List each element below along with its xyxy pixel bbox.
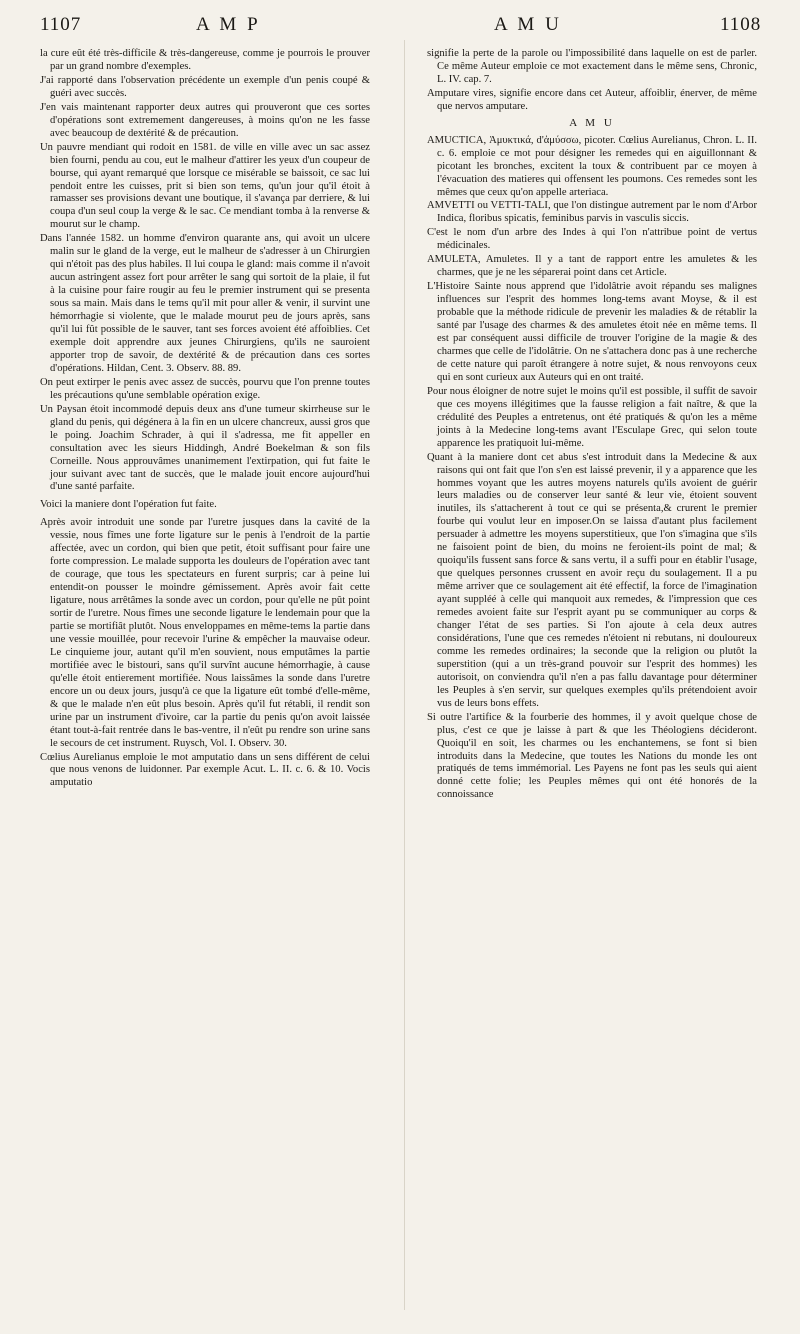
paragraph: C'est le nom d'un arbre des Indes à qui l'on n'attribue point de vertus médicinales. — [427, 227, 757, 252]
paragraph: Un Paysan étoit incommodé depuis deux ans d'une tumeur skirrheuse sur le gland du penis, qui dégénera à la fin en un ulcere chancreux, aussi gros que le poing. Joachim Schrader, à qui il s'adressa, me fit appeller en consultation avec les sieurs Hiddingh, André Boekelman & son fils Corneille. Nous approuvâmes unanimement l'extirpation, qui fut faite le jour suivant avec tant de succès, que le malade jouit encore aujourd'hui d'une santé parfaite. — [40, 403, 370, 493]
paragraph: Pour nous éloigner de notre sujet le moins qu'il est possible, il suffit de savoir que ces moyens illégitimes que la fausse religion a fait naître, & que la crédulité des Peuples a entretenus, ont été pratiqués & qu'on les a même joints à la Medecine long-tems avant l'Esculape Grec, qui selon toute apparence les pratiquoit lui-même. — [427, 385, 757, 449]
paragraph: Cœlius Aurelianus emploie le mot amputatio dans un sens différent de celui que nous venons de luidonner. Par exemple Acut. L. II. c. 6. & 10. Vocis amputatio — [40, 751, 370, 789]
page-number-right: 1108 — [720, 14, 762, 35]
paragraph: J'ai rapporté dans l'observation précédente un exemple d'un penis coupé & guéri avec succès. — [40, 74, 370, 99]
paragraph: L'Histoire Sainte nous apprend que l'idolâtrie avoit répandu ses malignes influences sur l'esprit des hommes long-tems avant Moyse, & il est probable que la méthode ridicule de prevenir les maladies & de rétablir la santé par l'usage des charmes & des amuletes étoit née en même tems. Il est par conséquent aussi difficile de trouver l'origine de la magie & des charmes que celle de l'idolâtrie. On ne s'attachera donc pas à une recherche de cette nature qui paroît étrangere à notre sujet, & nous renvoyons ceux qui en sont curieux aux Auteurs qui en ont traité. — [427, 281, 757, 383]
entry-amuleta: AMULETA, Amuletes. Il y a tant de rapport entre les amuletes & les charmes, que je ne les séparerai point dans cet Article. — [427, 254, 757, 279]
paragraph: Un pauvre mendiant qui rodoit en 1581. de ville en ville avec un sac assez bien fourni, pendu au cou, eut le malheur d'attirer les yeux d'un coupeur de bourse, qui ayant remarqué que lorsque ce misérable se baissoit, ce sac lui pendoit entre les cuisses, prit si bien son tems, qu'un jour qu'il étoit à ramasser ses provisions devant une boutique, il s'avança par derriere, & lui coupa d'un seul coup la verge & le sac. Ce mendiant tomba à la renverse & mourut sur le champ. — [40, 141, 370, 231]
paragraph: Voici la maniere dont l'opération fut faite. — [40, 499, 217, 511]
paragraph: signifie la perte de la parole ou l'impossibilité dans laquelle on est de parler. Ce même Auteur emploie ce mot exactement dans le même sens, Chronic, L. IV. cap. 7. — [427, 48, 757, 85]
entry-amvetti: AMVETTI ou VETTI-TALI, que l'on distingue autrement par le nom d'Arbor Indica, floribus spicatis, feminibus parvis in vasculis siccis. — [427, 200, 757, 225]
column-divider — [404, 40, 405, 1310]
paragraph: Après avoir introduit une sonde par l'uretre jusques dans la cavité de la vessie, nous fîmes une forte ligature sur le penis à l'endroit de la partie affectée, avec un cordon, qui bien que petit, étoit suffisant pour faire une forte compression. Le malade supporta les douleurs de l'opération avec tant de courage, que tous les spectateurs en furent surpris; car à peine lui entendit-on pousser le moindre gémissement. Après avoir fait cette ligature, nous arrêtâmes la sonde avec un cordon, pour qu'elle ne pût point sortir de l'uretre. Nous fîmes une seconde ligature le lendemain pour que la partie se mortifiât plutôt. Nous enveloppames en même-tems la partie dans une vessie mouillée, pour recevoir l'urine & empêcher la mauvaise odeur. Le cinquieme jour, autant qu'il m'en souvient, nous emputâmes la partie mortifiée avec le bistouri, sans qu'il survînt aucune hémorrhagie, à cause qu'elle étoit entierement mortifiée. Nous laissâmes la sonde dans l'uretre encore un ou deux jours, jusqu'à ce que la ligature eût tombé d'elle-même, & que le malade n'en eût plus besoin. Après qu'il fut rétabli, il rendit son urine par un instrument d'ivoire, car la partie du penis qu'on avoit laissée étant tout-à-fait rentrée dans le bas-ventre, il n'eût pu rendre son urine sans le secours de cet instrument. Ruysch, Vol. I. Observ. 30. — [40, 517, 370, 749]
entry-amuctica: AMUCTICA, Ἀμυκτικά, d'ἀμύσσω, picoter. Cœlius Aurelianus, Chron. L. II. c. 6. emploie ce mot pour désigner les remedes qui en aiguillonnant & picotant les bronches, excitent la toux & contribuent par ce moyen à l'évacuation des matieres qui offensent les poumons. Ces remedes sont les mêmes que ceux qu'on appelle arteriaca. — [427, 134, 757, 198]
page-number-left: 1107 — [40, 14, 82, 35]
left-column — [40, 48, 370, 791]
running-head-right: A M U — [494, 14, 562, 35]
paragraph: Amputare vires, signifie encore dans cet Auteur, affoiblir, énerver, de même que nervos amputare. — [427, 87, 757, 112]
paragraph: Quant à la maniere dont cet abus s'est introduit dans la Medecine & aux raisons qui ont fait que l'on s'en est laissé prevenir, il y a apparence que les hommes voyant que les autres moyens naturels qu'ils avoient de guérir leurs maladies ou de conserver leur santé & leur vie, étoient souvent inutiles, ils s'attacherent à tout ce qui se présenta,& crurent le premier fourbe qui voulut leur en imposer.On se laissa d'autant plus facilement persuader à admettre les moyens superstitieux, que l'on s'imagina que s'ils ne faisoient point de bien, du moins ne feroient-ils point de mal; & quoiqu'ils fussent sans force & sans vertu, il a suffi pour en établir l'usage, que quelques personnes crussent en avoir reçu du soulagement. Il a pu même arriver que ce soulagement ait été effectif, la force de l'imagination ayant suppléé à celle qui manquoit aux remedes, & l'impression que ces remedes avoient faite sur l'esprit ayant pu se communiquer au corps & changer l'état de ses parties. Si l'on ajoute à cela deux autres considérations, l'une que ces remedes n'étoient ni rebutans, ni douloureux comme les remedes ordinaires; la seconde que la religion ou plutôt la superstition (qui a un très-grand pouvoir sur l'esprit des hommes) les autorisoit, on conviendra qu'il n'en a pas fallu davantage pour déterminer les Peuples à s'en servir, sur quelques exemples qu'ils prétendoient avoir vus de leurs bons effets. — [427, 451, 757, 709]
right-column — [427, 48, 757, 803]
paragraph: la cure eût été très-difficile & très-dangereuse, comme je pourrois le prouver par un grand nombre d'exemples. — [40, 48, 370, 72]
paragraph: J'en vais maintenant rapporter deux autres qui prouveront que ces sortes d'opérations sont extremement dangereuses, à moins qu'on ne les fasse avec beaucoup de dextérité & de précaution. — [40, 101, 370, 139]
paragraph: Dans l'année 1582. un homme d'environ quarante ans, qui avoit un ulcere malin sur le gland de la verge, eut le malheur de s'adresser à un Chirurgien qui n'étoit pas des plus habiles. Il lui coupa le gland: mais comme il n'avoit aucun astringent assez fort pour arrêter le sang qui sortoit de la plaie, il fut à la cuisine pour faire rougir au feu le premier instrument qui se presenta sous sa main. Mais dans le tems qu'il mit pour aller & venir, il survint une hémorrhagie si violente, que le malade mourut peu de jours après, sans qu'il lui fût possible de le sauver, tant ses forces avoient été affoiblies. Cet exemple doit apprendre aux jeunes Chirurgiens, qu'ils ne sauroient apporter trop de savoir, de dextérité & de précaution dans ces sortes d'opérations. Hildan, Cent. 3. Observ. 88. 89. — [40, 233, 370, 374]
paragraph: On peut extirper le penis avec assez de succès, pourvu que l'on prenne toutes les précautions qu'une semblable opération exige. — [40, 376, 370, 401]
paragraph: Si outre l'artifice & la fourberie des hommes, il y avoit quelque chose de plus, c'est ce que je laisse à part & que les Théologiens décideront. Quoiqu'il en soit, les charmes ou les enchantemens, se font si bien introduits dans la Medecine, que toutes les Nations du monde les ont pratiqués de tems immémorial. Les Payens ne font pas les seuls qui aient donné cette folie; les Peuples mêmes qui ont été honorés de la connoissance — [427, 711, 757, 801]
section-heading: A M U — [569, 116, 615, 129]
running-head-left: A M P — [196, 14, 261, 35]
